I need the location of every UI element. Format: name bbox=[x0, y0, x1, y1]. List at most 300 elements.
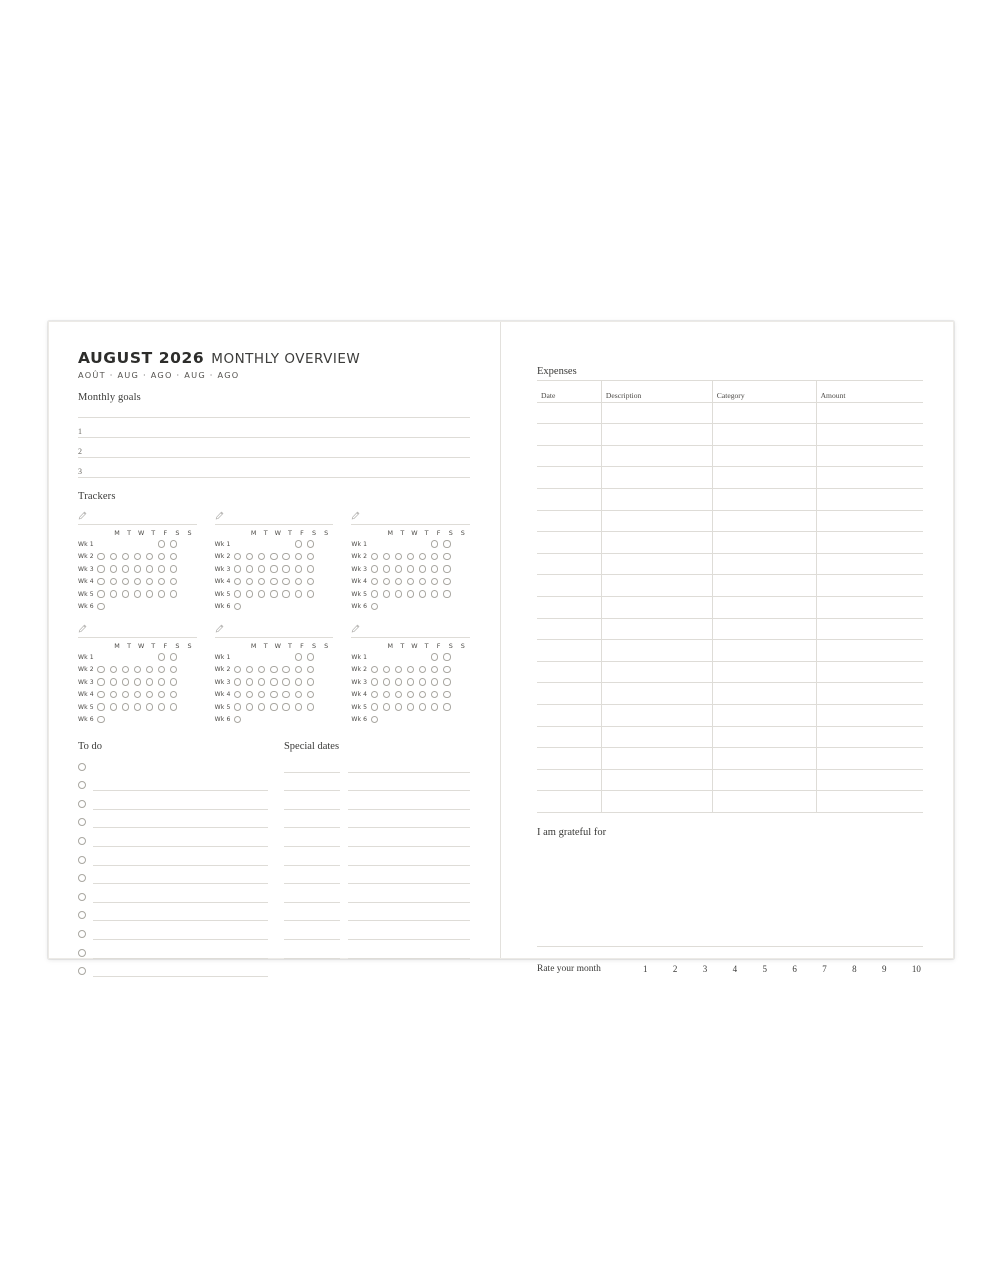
special-date-row[interactable] bbox=[284, 828, 470, 847]
rate-option[interactable]: 10 bbox=[911, 963, 921, 974]
tracker-title-field[interactable] bbox=[78, 509, 197, 525]
tracker-checkbox[interactable] bbox=[368, 590, 380, 597]
tracker-checkbox[interactable] bbox=[268, 578, 280, 585]
table-row[interactable] bbox=[537, 596, 923, 618]
tracker-checkbox[interactable] bbox=[417, 703, 429, 710]
tracker-checkbox[interactable] bbox=[417, 666, 429, 673]
todo-checkbox[interactable] bbox=[78, 893, 86, 901]
table-row[interactable] bbox=[537, 726, 923, 748]
expenses-cell[interactable] bbox=[601, 424, 712, 446]
todo-checkbox[interactable] bbox=[78, 763, 86, 771]
tracker-checkbox[interactable] bbox=[280, 666, 292, 673]
table-row[interactable] bbox=[537, 748, 923, 770]
expenses-cell[interactable] bbox=[601, 402, 712, 424]
special-date-field[interactable] bbox=[284, 827, 340, 847]
expenses-cell[interactable] bbox=[601, 467, 712, 489]
todo-checkbox[interactable] bbox=[78, 800, 86, 808]
special-date-row[interactable] bbox=[284, 773, 470, 792]
rate-option[interactable]: 5 bbox=[762, 963, 767, 974]
tracker-checkbox[interactable] bbox=[405, 666, 417, 673]
rate-option[interactable]: 1 bbox=[643, 963, 648, 974]
tracker-checkbox[interactable] bbox=[280, 553, 292, 560]
expenses-cell[interactable] bbox=[601, 445, 712, 467]
expenses-cell[interactable] bbox=[601, 769, 712, 791]
todo-item[interactable] bbox=[78, 903, 268, 922]
tracker-checkbox[interactable] bbox=[155, 590, 167, 597]
tracker-checkbox[interactable] bbox=[232, 578, 244, 585]
tracker-checkbox[interactable] bbox=[256, 666, 268, 673]
tracker-checkbox[interactable] bbox=[405, 703, 417, 710]
table-row[interactable] bbox=[537, 445, 923, 467]
expenses-cell[interactable] bbox=[601, 704, 712, 726]
expenses-cell[interactable] bbox=[816, 510, 923, 532]
tracker-checkbox[interactable] bbox=[107, 703, 119, 710]
expenses-cell[interactable] bbox=[816, 532, 923, 554]
table-row[interactable] bbox=[537, 402, 923, 424]
todo-writing-line[interactable] bbox=[93, 883, 268, 903]
expenses-cell[interactable] bbox=[537, 467, 601, 489]
tracker-checkbox[interactable] bbox=[143, 578, 155, 585]
tracker-checkbox[interactable] bbox=[95, 590, 107, 597]
tracker-checkbox[interactable] bbox=[304, 653, 316, 660]
expenses-cell[interactable] bbox=[601, 661, 712, 683]
tracker-checkbox[interactable] bbox=[131, 678, 143, 685]
tracker-checkbox[interactable] bbox=[429, 703, 441, 710]
todo-item[interactable] bbox=[78, 754, 268, 773]
tracker-checkbox[interactable] bbox=[232, 590, 244, 597]
tracker-checkbox[interactable] bbox=[168, 540, 180, 547]
table-row[interactable] bbox=[537, 510, 923, 532]
tracker-checkbox[interactable] bbox=[232, 565, 244, 572]
todo-writing-line[interactable] bbox=[93, 790, 268, 810]
expenses-cell[interactable] bbox=[816, 791, 923, 813]
special-date-note-field[interactable] bbox=[348, 883, 470, 903]
tracker-checkbox[interactable] bbox=[280, 703, 292, 710]
todo-item[interactable] bbox=[78, 959, 268, 978]
tracker-checkbox[interactable] bbox=[393, 678, 405, 685]
special-date-note-field[interactable] bbox=[348, 902, 470, 922]
tracker-checkbox[interactable] bbox=[119, 678, 131, 685]
rate-option[interactable]: 2 bbox=[672, 963, 678, 974]
tracker-checkbox[interactable] bbox=[292, 666, 304, 673]
special-date-field[interactable] bbox=[284, 883, 340, 903]
tracker-checkbox[interactable] bbox=[244, 553, 256, 560]
expenses-cell[interactable] bbox=[537, 553, 601, 575]
tracker-checkbox[interactable] bbox=[441, 578, 453, 585]
tracker-checkbox[interactable] bbox=[368, 603, 380, 610]
tracker-checkbox[interactable] bbox=[393, 590, 405, 597]
expenses-cell[interactable] bbox=[712, 402, 816, 424]
tracker-checkbox[interactable] bbox=[405, 578, 417, 585]
tracker-checkbox[interactable] bbox=[441, 553, 453, 560]
tracker-checkbox[interactable] bbox=[168, 653, 180, 660]
expenses-cell[interactable] bbox=[537, 575, 601, 597]
expenses-cell[interactable] bbox=[537, 510, 601, 532]
expenses-cell[interactable] bbox=[537, 445, 601, 467]
tracker-checkbox[interactable] bbox=[368, 578, 380, 585]
tracker-checkbox[interactable] bbox=[280, 678, 292, 685]
table-row[interactable] bbox=[537, 683, 923, 705]
tracker-checkbox[interactable] bbox=[429, 666, 441, 673]
tracker-checkbox[interactable] bbox=[393, 691, 405, 698]
todo-checkbox[interactable] bbox=[78, 818, 86, 826]
special-date-note-field[interactable] bbox=[348, 920, 470, 940]
expenses-cell[interactable] bbox=[816, 683, 923, 705]
tracker-checkbox[interactable] bbox=[441, 653, 453, 660]
tracker-checkbox[interactable] bbox=[168, 703, 180, 710]
tracker-checkbox[interactable] bbox=[292, 678, 304, 685]
expenses-cell[interactable] bbox=[712, 467, 816, 489]
tracker-checkbox[interactable] bbox=[268, 666, 280, 673]
tracker-checkbox[interactable] bbox=[256, 691, 268, 698]
expenses-cell[interactable] bbox=[816, 424, 923, 446]
expenses-cell[interactable] bbox=[601, 791, 712, 813]
expenses-cell[interactable] bbox=[712, 640, 816, 662]
todo-item[interactable] bbox=[78, 773, 268, 792]
expenses-cell[interactable] bbox=[537, 791, 601, 813]
rate-option[interactable]: 6 bbox=[792, 963, 797, 974]
table-row[interactable] bbox=[537, 791, 923, 813]
tracker-checkbox[interactable] bbox=[429, 678, 441, 685]
expenses-cell[interactable] bbox=[537, 704, 601, 726]
tracker-checkbox[interactable] bbox=[232, 703, 244, 710]
todo-item[interactable] bbox=[78, 810, 268, 829]
table-row[interactable] bbox=[537, 661, 923, 683]
tracker-checkbox[interactable] bbox=[107, 565, 119, 572]
expenses-cell[interactable] bbox=[712, 618, 816, 640]
table-row[interactable] bbox=[537, 532, 923, 554]
tracker-checkbox[interactable] bbox=[119, 666, 131, 673]
tracker-checkbox[interactable] bbox=[380, 565, 392, 572]
goal-row[interactable] bbox=[78, 458, 470, 478]
rate-option[interactable]: 3 bbox=[702, 963, 708, 974]
tracker-checkbox[interactable] bbox=[268, 691, 280, 698]
tracker-checkbox[interactable] bbox=[95, 666, 107, 673]
tracker-checkbox[interactable] bbox=[429, 653, 441, 660]
tracker-checkbox[interactable] bbox=[95, 565, 107, 572]
expenses-cell[interactable] bbox=[712, 575, 816, 597]
expenses-cell[interactable] bbox=[816, 488, 923, 510]
expenses-cell[interactable] bbox=[601, 510, 712, 532]
tracker-checkbox[interactable] bbox=[232, 553, 244, 560]
special-date-row[interactable] bbox=[284, 847, 470, 866]
expenses-cell[interactable] bbox=[601, 488, 712, 510]
todo-item[interactable] bbox=[78, 847, 268, 866]
table-row[interactable] bbox=[537, 575, 923, 597]
tracker-checkbox[interactable] bbox=[405, 678, 417, 685]
todo-checkbox[interactable] bbox=[78, 949, 86, 957]
special-date-row[interactable] bbox=[284, 754, 470, 773]
tracker-checkbox[interactable] bbox=[244, 703, 256, 710]
todo-item[interactable] bbox=[78, 828, 268, 847]
expenses-cell[interactable] bbox=[816, 640, 923, 662]
tracker-checkbox[interactable] bbox=[244, 666, 256, 673]
tracker-checkbox[interactable] bbox=[405, 553, 417, 560]
tracker-checkbox[interactable] bbox=[95, 716, 107, 723]
tracker-checkbox[interactable] bbox=[405, 590, 417, 597]
tracker-checkbox[interactable] bbox=[119, 590, 131, 597]
tracker-checkbox[interactable] bbox=[393, 553, 405, 560]
expenses-cell[interactable] bbox=[712, 596, 816, 618]
table-row[interactable] bbox=[537, 769, 923, 791]
tracker-checkbox[interactable] bbox=[119, 553, 131, 560]
tracker-checkbox[interactable] bbox=[429, 590, 441, 597]
tracker-checkbox[interactable] bbox=[441, 565, 453, 572]
table-row[interactable] bbox=[537, 488, 923, 510]
tracker-checkbox[interactable] bbox=[292, 703, 304, 710]
expenses-cell[interactable] bbox=[712, 704, 816, 726]
special-date-row[interactable] bbox=[284, 810, 470, 829]
tracker-checkbox[interactable] bbox=[292, 553, 304, 560]
special-date-row[interactable] bbox=[284, 866, 470, 885]
tracker-checkbox[interactable] bbox=[119, 703, 131, 710]
tracker-checkbox[interactable] bbox=[256, 565, 268, 572]
tracker-checkbox[interactable] bbox=[256, 590, 268, 597]
todo-checkbox[interactable] bbox=[78, 930, 86, 938]
expenses-cell[interactable] bbox=[601, 575, 712, 597]
todo-checkbox[interactable] bbox=[78, 856, 86, 864]
todo-writing-line[interactable] bbox=[93, 772, 268, 792]
expenses-cell[interactable] bbox=[712, 424, 816, 446]
tracker-checkbox[interactable] bbox=[168, 666, 180, 673]
rate-option[interactable]: 9 bbox=[882, 963, 887, 974]
table-row[interactable] bbox=[537, 553, 923, 575]
tracker-checkbox[interactable] bbox=[368, 678, 380, 685]
table-row[interactable] bbox=[537, 704, 923, 726]
expenses-cell[interactable] bbox=[816, 748, 923, 770]
table-row[interactable] bbox=[537, 467, 923, 489]
tracker-checkbox[interactable] bbox=[292, 565, 304, 572]
tracker-checkbox[interactable] bbox=[441, 666, 453, 673]
expenses-cell[interactable] bbox=[816, 726, 923, 748]
tracker-checkbox[interactable] bbox=[405, 565, 417, 572]
tracker-checkbox[interactable] bbox=[417, 553, 429, 560]
expenses-cell[interactable] bbox=[537, 640, 601, 662]
tracker-checkbox[interactable] bbox=[417, 678, 429, 685]
expenses-cell[interactable] bbox=[712, 748, 816, 770]
tracker-checkbox[interactable] bbox=[292, 653, 304, 660]
expenses-cell[interactable] bbox=[537, 769, 601, 791]
tracker-checkbox[interactable] bbox=[268, 703, 280, 710]
rate-option[interactable]: 4 bbox=[732, 963, 738, 974]
tracker-checkbox[interactable] bbox=[417, 691, 429, 698]
rate-option[interactable]: 7 bbox=[822, 963, 827, 974]
tracker-checkbox[interactable] bbox=[168, 590, 180, 597]
tracker-checkbox[interactable] bbox=[95, 553, 107, 560]
goal-row[interactable] bbox=[78, 438, 470, 458]
tracker-checkbox[interactable] bbox=[95, 678, 107, 685]
tracker-checkbox[interactable] bbox=[143, 666, 155, 673]
special-date-field[interactable] bbox=[284, 865, 340, 885]
expenses-cell[interactable] bbox=[537, 402, 601, 424]
expenses-cell[interactable] bbox=[537, 748, 601, 770]
expenses-cell[interactable] bbox=[816, 445, 923, 467]
expenses-cell[interactable] bbox=[712, 791, 816, 813]
todo-writing-line[interactable] bbox=[93, 865, 268, 885]
tracker-checkbox[interactable] bbox=[304, 590, 316, 597]
tracker-checkbox[interactable] bbox=[155, 653, 167, 660]
tracker-title-field[interactable] bbox=[78, 622, 197, 638]
expenses-cell[interactable] bbox=[712, 445, 816, 467]
special-date-note-field[interactable] bbox=[348, 772, 470, 792]
todo-checkbox[interactable] bbox=[78, 911, 86, 919]
tracker-checkbox[interactable] bbox=[143, 590, 155, 597]
special-date-field[interactable] bbox=[284, 939, 340, 959]
special-date-note-field[interactable] bbox=[348, 809, 470, 829]
rate-option[interactable]: 8 bbox=[852, 963, 857, 974]
special-date-note-field[interactable] bbox=[348, 939, 470, 959]
tracker-title-field[interactable] bbox=[215, 509, 334, 525]
special-date-note-field[interactable] bbox=[348, 846, 470, 866]
tracker-checkbox[interactable] bbox=[304, 666, 316, 673]
tracker-checkbox[interactable] bbox=[292, 590, 304, 597]
tracker-checkbox[interactable] bbox=[107, 553, 119, 560]
expenses-cell[interactable] bbox=[712, 726, 816, 748]
tracker-checkbox[interactable] bbox=[256, 553, 268, 560]
tracker-checkbox[interactable] bbox=[155, 553, 167, 560]
expenses-cell[interactable] bbox=[537, 726, 601, 748]
special-date-row[interactable] bbox=[284, 903, 470, 922]
expenses-cell[interactable] bbox=[537, 424, 601, 446]
tracker-checkbox[interactable] bbox=[441, 691, 453, 698]
tracker-checkbox[interactable] bbox=[268, 678, 280, 685]
goal-row[interactable] bbox=[78, 417, 470, 438]
todo-writing-line[interactable] bbox=[93, 827, 268, 847]
tracker-checkbox[interactable] bbox=[155, 565, 167, 572]
tracker-checkbox[interactable] bbox=[429, 540, 441, 547]
expenses-cell[interactable] bbox=[816, 618, 923, 640]
tracker-checkbox[interactable] bbox=[168, 678, 180, 685]
expenses-cell[interactable] bbox=[816, 553, 923, 575]
expenses-cell[interactable] bbox=[712, 553, 816, 575]
tracker-checkbox[interactable] bbox=[280, 691, 292, 698]
tracker-checkbox[interactable] bbox=[292, 691, 304, 698]
tracker-checkbox[interactable] bbox=[232, 666, 244, 673]
tracker-checkbox[interactable] bbox=[107, 590, 119, 597]
tracker-checkbox[interactable] bbox=[131, 565, 143, 572]
tracker-checkbox[interactable] bbox=[168, 691, 180, 698]
tracker-checkbox[interactable] bbox=[368, 691, 380, 698]
special-date-field[interactable] bbox=[284, 920, 340, 940]
tracker-checkbox[interactable] bbox=[256, 678, 268, 685]
todo-writing-line[interactable] bbox=[93, 920, 268, 940]
table-row[interactable] bbox=[537, 618, 923, 640]
tracker-checkbox[interactable] bbox=[232, 716, 244, 723]
tracker-checkbox[interactable] bbox=[155, 691, 167, 698]
tracker-checkbox[interactable] bbox=[368, 716, 380, 723]
tracker-checkbox[interactable] bbox=[232, 691, 244, 698]
tracker-checkbox[interactable] bbox=[244, 590, 256, 597]
special-date-row[interactable] bbox=[284, 940, 470, 959]
table-row[interactable] bbox=[537, 424, 923, 446]
expenses-cell[interactable] bbox=[537, 532, 601, 554]
todo-item[interactable] bbox=[78, 940, 268, 959]
expenses-cell[interactable] bbox=[816, 575, 923, 597]
tracker-checkbox[interactable] bbox=[107, 678, 119, 685]
todo-checkbox[interactable] bbox=[78, 781, 86, 789]
grateful-writing-area[interactable] bbox=[537, 946, 923, 947]
tracker-checkbox[interactable] bbox=[268, 590, 280, 597]
tracker-checkbox[interactable] bbox=[280, 590, 292, 597]
todo-item[interactable] bbox=[78, 884, 268, 903]
tracker-checkbox[interactable] bbox=[380, 553, 392, 560]
expenses-cell[interactable] bbox=[601, 748, 712, 770]
tracker-checkbox[interactable] bbox=[143, 678, 155, 685]
tracker-checkbox[interactable] bbox=[405, 691, 417, 698]
todo-checkbox[interactable] bbox=[78, 967, 86, 975]
tracker-checkbox[interactable] bbox=[107, 578, 119, 585]
expenses-cell[interactable] bbox=[537, 596, 601, 618]
tracker-checkbox[interactable] bbox=[304, 703, 316, 710]
special-date-field[interactable] bbox=[284, 809, 340, 829]
tracker-checkbox[interactable] bbox=[380, 578, 392, 585]
tracker-checkbox[interactable] bbox=[441, 590, 453, 597]
expenses-cell[interactable] bbox=[712, 488, 816, 510]
expenses-cell[interactable] bbox=[712, 510, 816, 532]
special-date-note-field[interactable] bbox=[348, 790, 470, 810]
tracker-checkbox[interactable] bbox=[441, 703, 453, 710]
tracker-checkbox[interactable] bbox=[143, 553, 155, 560]
expenses-cell[interactable] bbox=[712, 769, 816, 791]
tracker-checkbox[interactable] bbox=[131, 691, 143, 698]
tracker-checkbox[interactable] bbox=[304, 578, 316, 585]
tracker-checkbox[interactable] bbox=[368, 553, 380, 560]
todo-writing-line[interactable] bbox=[93, 958, 268, 978]
todo-item[interactable] bbox=[78, 866, 268, 885]
special-date-field[interactable] bbox=[284, 902, 340, 922]
tracker-checkbox[interactable] bbox=[232, 678, 244, 685]
tracker-checkbox[interactable] bbox=[95, 703, 107, 710]
tracker-title-field[interactable] bbox=[351, 622, 470, 638]
expenses-cell[interactable] bbox=[537, 683, 601, 705]
tracker-checkbox[interactable] bbox=[304, 691, 316, 698]
special-date-note-field[interactable] bbox=[348, 827, 470, 847]
tracker-checkbox[interactable] bbox=[393, 578, 405, 585]
special-date-field[interactable] bbox=[284, 846, 340, 866]
expenses-cell[interactable] bbox=[712, 683, 816, 705]
special-date-field[interactable] bbox=[284, 753, 340, 773]
expenses-cell[interactable] bbox=[816, 596, 923, 618]
todo-writing-line[interactable] bbox=[93, 754, 268, 773]
expenses-cell[interactable] bbox=[816, 769, 923, 791]
tracker-checkbox[interactable] bbox=[143, 565, 155, 572]
special-date-field[interactable] bbox=[284, 772, 340, 792]
tracker-checkbox[interactable] bbox=[304, 540, 316, 547]
tracker-checkbox[interactable] bbox=[131, 703, 143, 710]
tracker-checkbox[interactable] bbox=[168, 553, 180, 560]
todo-writing-line[interactable] bbox=[93, 846, 268, 866]
tracker-checkbox[interactable] bbox=[280, 565, 292, 572]
expenses-cell[interactable] bbox=[816, 661, 923, 683]
expenses-cell[interactable] bbox=[601, 683, 712, 705]
tracker-checkbox[interactable] bbox=[143, 703, 155, 710]
expenses-cell[interactable] bbox=[712, 661, 816, 683]
tracker-checkbox[interactable] bbox=[417, 590, 429, 597]
tracker-checkbox[interactable] bbox=[155, 703, 167, 710]
expenses-cell[interactable] bbox=[816, 704, 923, 726]
expenses-cell[interactable] bbox=[601, 596, 712, 618]
expenses-cell[interactable] bbox=[537, 661, 601, 683]
expenses-cell[interactable] bbox=[537, 488, 601, 510]
tracker-checkbox[interactable] bbox=[268, 553, 280, 560]
todo-writing-line[interactable] bbox=[93, 902, 268, 922]
todo-checkbox[interactable] bbox=[78, 874, 86, 882]
tracker-checkbox[interactable] bbox=[368, 666, 380, 673]
tracker-checkbox[interactable] bbox=[244, 578, 256, 585]
tracker-checkbox[interactable] bbox=[304, 565, 316, 572]
expenses-cell[interactable] bbox=[537, 618, 601, 640]
tracker-checkbox[interactable] bbox=[244, 691, 256, 698]
